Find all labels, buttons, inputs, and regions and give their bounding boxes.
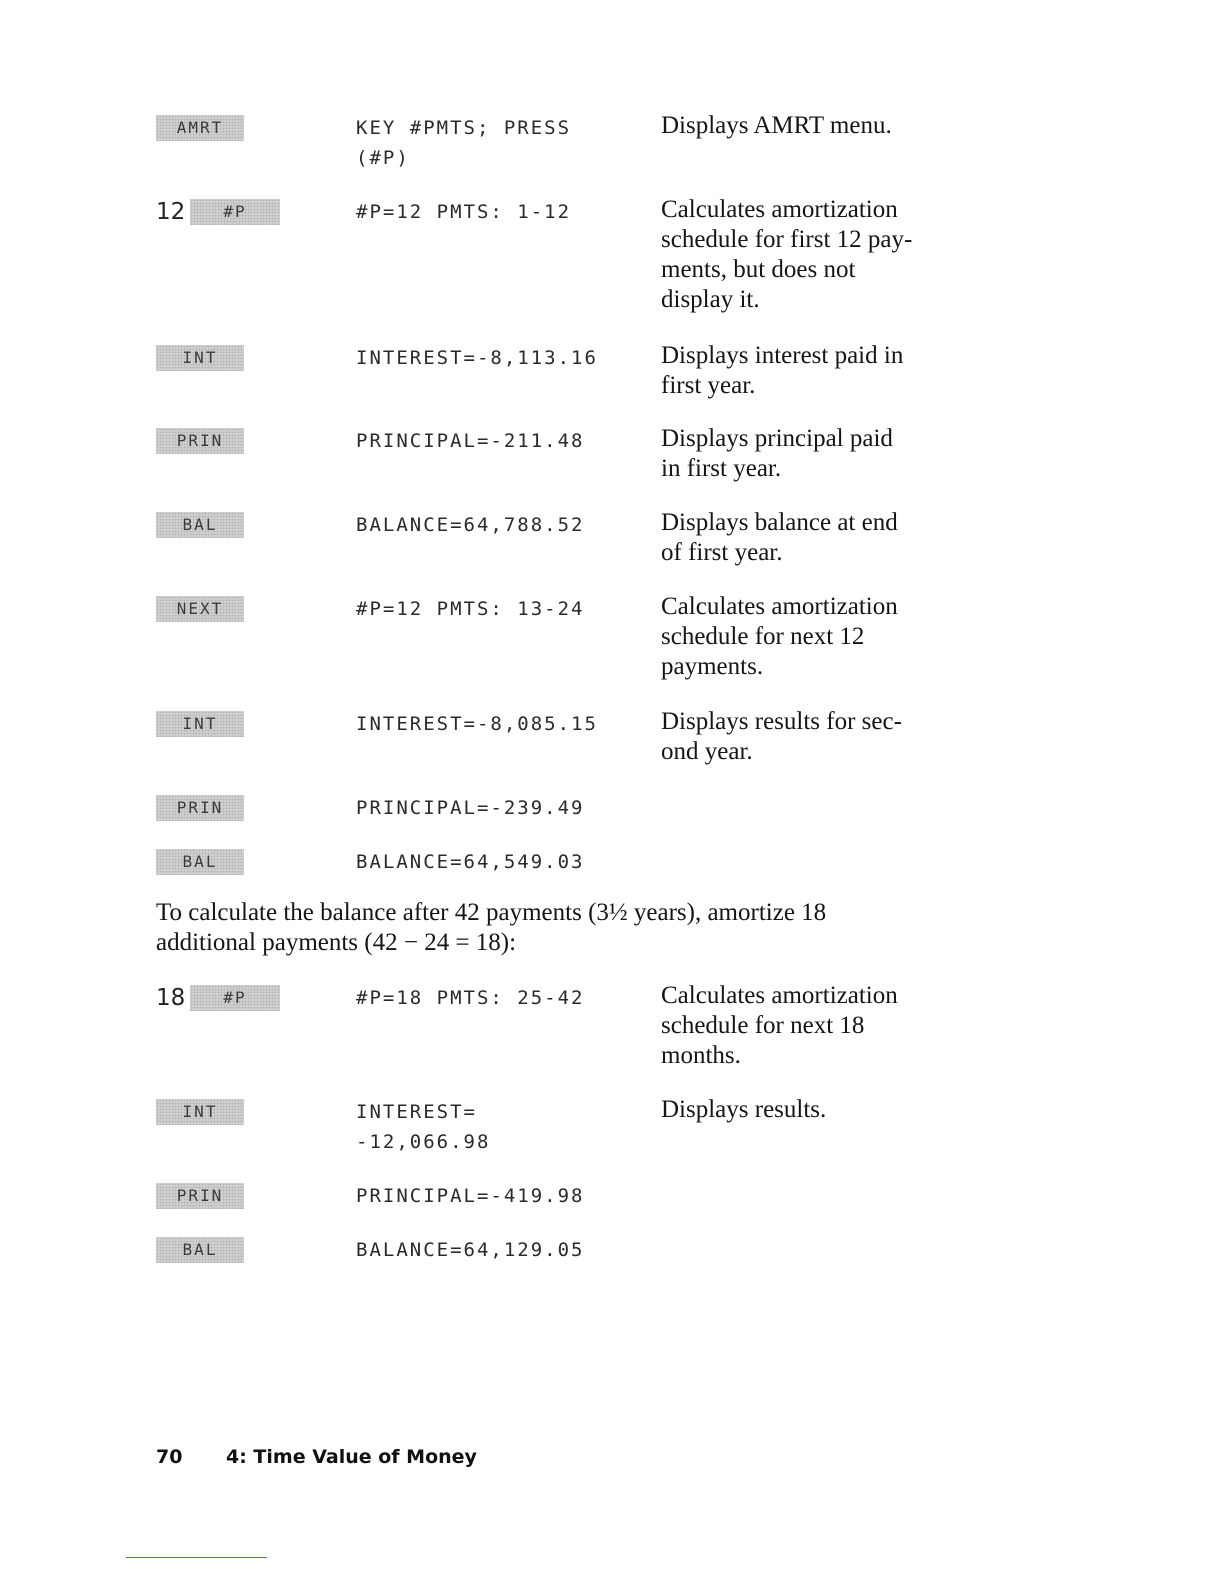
display-readout: BALANCE=64,129.05 — [356, 1239, 585, 1261]
menu-key-number-of-payments: #P — [190, 199, 280, 225]
display-readout: PRINCIPAL=-211.48 — [356, 430, 585, 452]
step-description: Calculates amortization schedule for next 12 payments. — [661, 593, 898, 680]
display-readout: INTEREST=-8,113.16 — [356, 347, 598, 369]
step-description: Displays balance at end of first year. — [661, 509, 898, 566]
keystroke-cell — [156, 847, 336, 877]
display-readout: BALANCE=64,549.03 — [356, 851, 585, 873]
menu-key-number-of-payments: #P — [190, 985, 280, 1011]
instruction-paragraph: To calculate the balance after 42 payments (3½ years), amortize 18 additional payments (42 − 24 = 18): — [156, 899, 827, 956]
menu-key-amrt: AMRT — [156, 115, 244, 141]
menu-key-int: INT — [156, 1099, 244, 1125]
display-readout: PRINCIPAL=-239.49 — [356, 797, 585, 819]
step-description: Calculates amortization schedule for next 18 months. — [661, 982, 898, 1069]
display-readout: INTEREST=-8,085.15 — [356, 713, 598, 735]
footer-rule — [126, 1557, 267, 1558]
step-description: Calculates amortization schedule for first 12 pay- ments, but does not display it. — [661, 196, 913, 313]
menu-key-prin: PRIN — [156, 428, 244, 454]
display-readout: #P=18 PMTS: 25-42 — [356, 987, 585, 1009]
display-readout: #P=12 PMTS: 13-24 — [356, 598, 585, 620]
step-description: Displays results. — [661, 1096, 827, 1123]
display-readout: PRINCIPAL=-419.98 — [356, 1185, 585, 1207]
display-readout: #P=12 PMTS: 1-12 — [356, 201, 572, 223]
keystroke-cell — [156, 343, 336, 373]
display-readout: BALANCE=64,788.52 — [356, 514, 585, 536]
keystroke-cell — [156, 983, 336, 1013]
keystroke-cell — [156, 1097, 336, 1127]
page-footer — [156, 1446, 477, 1468]
keystroke-cell — [156, 1181, 336, 1211]
menu-key-int: INT — [156, 711, 244, 737]
display-readout: KEY #PMTS; PRESS (#P) — [356, 117, 572, 169]
menu-key-bal: BAL — [156, 849, 244, 875]
chapter-title: 4: Time Value of Money — [226, 1446, 477, 1468]
step-description: Displays principal paid in first year. — [661, 425, 893, 482]
step-description: Displays results for sec- ond year. — [661, 708, 902, 765]
keystroke-number: 12 — [156, 199, 186, 225]
keystroke-number: 18 — [156, 985, 186, 1011]
keystroke-cell — [156, 197, 336, 227]
keystroke-cell — [156, 594, 336, 624]
display-readout: INTEREST= -12,066.98 — [356, 1101, 491, 1153]
step-description: Displays interest paid in first year. — [661, 342, 904, 399]
menu-key-prin: PRIN — [156, 1183, 244, 1209]
menu-key-bal: BAL — [156, 512, 244, 538]
keystroke-cell — [156, 113, 336, 143]
keystroke-cell — [156, 426, 336, 456]
menu-key-int: INT — [156, 345, 244, 371]
keystroke-cell — [156, 510, 336, 540]
menu-key-next: NEXT — [156, 596, 244, 622]
keystroke-cell — [156, 1235, 336, 1265]
keystroke-cell — [156, 709, 336, 739]
menu-key-bal: BAL — [156, 1237, 244, 1263]
step-description: Displays AMRT menu. — [661, 112, 892, 139]
menu-key-prin: PRIN — [156, 795, 244, 821]
page-number: 70 — [156, 1446, 183, 1468]
keystroke-cell — [156, 793, 336, 823]
